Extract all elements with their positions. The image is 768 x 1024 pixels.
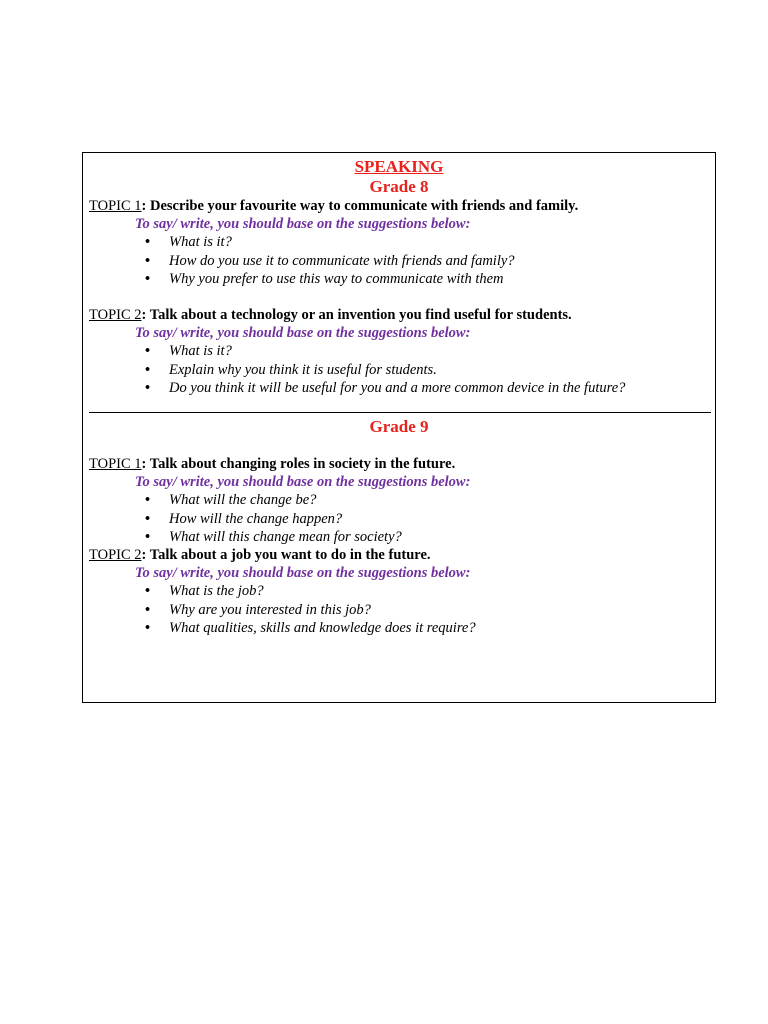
bullet-icon: • xyxy=(145,234,151,250)
bullet-icon: • xyxy=(145,492,151,508)
worksheet-box xyxy=(82,152,716,703)
grade-8-heading: Grade 8 xyxy=(369,177,429,196)
grade9-topic1 xyxy=(89,455,711,547)
topic-label: TOPIC 2 xyxy=(89,307,142,323)
grade9-topic2 xyxy=(89,546,711,638)
suggestion-instruction: To say/ write, you should base on the suggestions below: xyxy=(135,325,471,341)
list-item: • What will this change mean for society? xyxy=(145,529,402,545)
topic-colon: : xyxy=(141,547,147,563)
list-item: • Do you think it will be useful for you and a more common device in the future? xyxy=(145,380,626,396)
topic-colon: : xyxy=(141,456,147,472)
suggestion-list xyxy=(89,342,711,398)
suggestion-instruction: To say/ write, you should base on the suggestions below: xyxy=(135,216,471,232)
suggestion-list xyxy=(89,582,711,638)
list-item: • What is it? xyxy=(145,343,232,359)
topic-heading xyxy=(89,546,711,564)
suggestion-list xyxy=(89,233,711,289)
list-item: • What is the job? xyxy=(145,583,264,599)
suggestion-list xyxy=(89,491,711,547)
bullet-icon: • xyxy=(145,529,151,545)
topic-text: Talk about a technology or an invention you find useful for students. xyxy=(146,307,572,323)
grade8-topic1 xyxy=(89,197,711,289)
bullet-icon: • xyxy=(145,380,151,396)
list-item: • How do you use it to communicate with friends and family? xyxy=(145,252,515,269)
topic-label: TOPIC 2 xyxy=(89,547,142,563)
bullet-icon: • xyxy=(145,252,151,269)
bullet-icon: • xyxy=(145,583,151,599)
topic-colon: : xyxy=(141,198,147,214)
topic-heading xyxy=(89,306,711,324)
grade8-topic2 xyxy=(89,306,711,398)
topic-colon: : xyxy=(141,307,147,323)
topic-text: Talk about changing roles in society in the future. xyxy=(146,456,456,472)
list-item: • Explain why you think it is useful for students. xyxy=(145,361,437,378)
list-item: • Why you prefer to use this way to communicate with them xyxy=(145,271,504,287)
page-title: SPEAKING xyxy=(354,157,444,176)
list-item: • Why are you interested in this job? xyxy=(145,601,371,618)
bullet-icon: • xyxy=(145,601,151,618)
topic-heading xyxy=(89,197,711,215)
grade-9-heading: Grade 9 xyxy=(369,417,429,436)
section-divider xyxy=(89,412,711,413)
bullet-icon: • xyxy=(145,343,151,359)
topic-label: TOPIC 1 xyxy=(89,456,142,472)
topic-text: Talk about a job you want to do in the future. xyxy=(146,547,431,563)
topic-heading xyxy=(89,455,711,473)
bullet-icon: • xyxy=(145,620,151,636)
list-item: • What is it? xyxy=(145,234,232,250)
list-item: • What qualities, skills and knowledge does it require? xyxy=(145,620,476,636)
list-item: • How will the change happen? xyxy=(145,510,343,527)
bullet-icon: • xyxy=(145,271,151,287)
list-item: • What will the change be? xyxy=(145,492,317,508)
topic-text: Describe your favourite way to communicate with friends and family. xyxy=(146,198,579,214)
suggestion-instruction: To say/ write, you should base on the suggestions below: xyxy=(135,565,471,581)
topic-label: TOPIC 1 xyxy=(89,198,142,214)
bullet-icon: • xyxy=(145,510,151,527)
suggestion-instruction: To say/ write, you should base on the suggestions below: xyxy=(135,474,471,490)
bullet-icon: • xyxy=(145,361,151,378)
